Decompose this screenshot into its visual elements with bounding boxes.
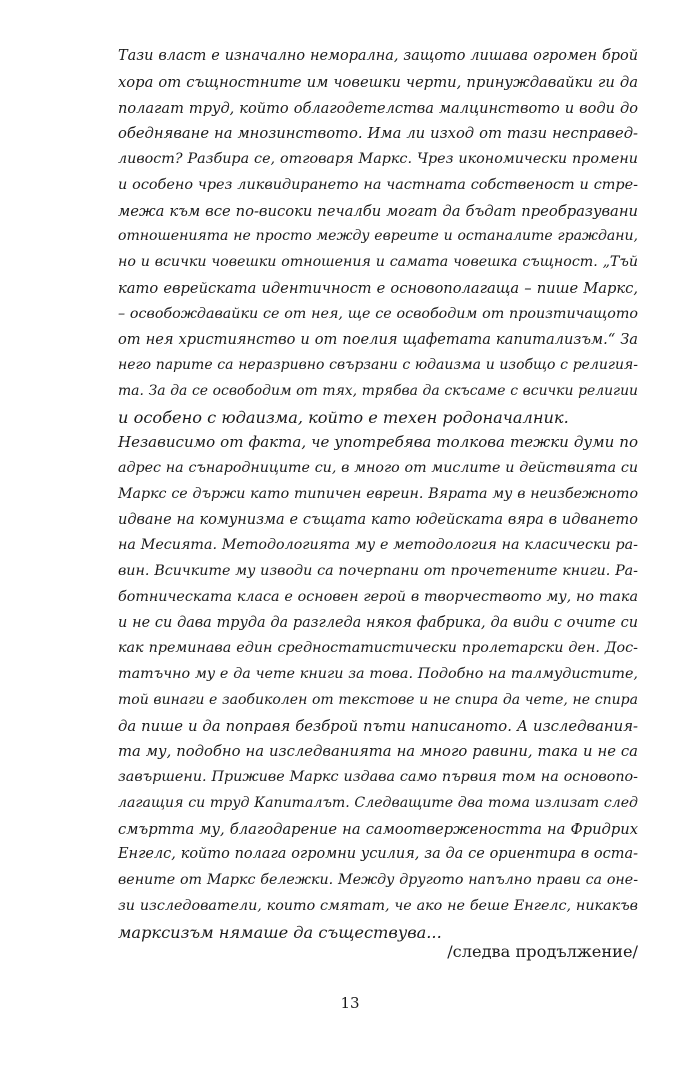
text-line: идване на комунизма е същата като юдейската вяра в идването xyxy=(118,511,638,528)
text-line: вин. Всичките му изводи са почерпани от прочетените книги. Ра- xyxy=(118,563,638,579)
text-line: адрес на сънародниците си, в много от мислите и действията си xyxy=(118,460,638,476)
continuation-note: /следва продължение/ xyxy=(447,942,638,961)
text-line: Тази власт е изначално неморална, защото лишава огромен брой xyxy=(118,48,638,64)
text-line: той винаги е заобиколен от текстове и не спира да чете, не спира xyxy=(118,691,638,708)
text-line: та му, подобно на изследванията на много равини, така и не са xyxy=(118,743,638,761)
text-line: отношенията не просто между евреите и останалите граждани, xyxy=(118,228,638,245)
text-line: ботническата класа е основен герой в творчеството му, но така xyxy=(118,588,638,605)
text-line: Енгелс, който полага огромни усилия, за да се ориентира в оста- xyxy=(118,846,638,863)
body-text xyxy=(118,44,638,945)
text-line: и особено с юдаизма, който е техен родоначалник. xyxy=(118,407,569,427)
text-line: межа към все по-високи печалби могат да бъдат преобразувани xyxy=(118,202,638,220)
text-line: как преминава един средностатистически пролетарски ден. Дос- xyxy=(118,640,638,657)
text-line: хора от същностните им човешки черти, принуждавайки ги да xyxy=(118,73,638,91)
text-line: Маркс се държи като типичен евреин. Вярата му в неизбежното xyxy=(118,485,638,502)
text-line: марксизъм нямаше да съществува... xyxy=(118,922,442,942)
text-line: и не си дава труда да разгледа някоя фабрика, да види с очите си xyxy=(118,614,638,631)
text-line: и особено чрез ликвидирането на частната собственост и стре- xyxy=(118,176,638,193)
text-line: смъртта му, благодарение на самоотвержеността на Фридрих xyxy=(118,820,638,838)
text-line: – освобождавайки се от нея, ще се освободим от произтичащото xyxy=(118,305,638,322)
text-line: зи изследователи, които смятат, че ако не беше Енгелс, никакъв xyxy=(118,897,638,914)
text-line: да пише и да поправя безброй пъти написаното. А изследвания- xyxy=(118,717,638,735)
text-line: татъчно му е да чете книги за това. Подобно на талмудистите, xyxy=(118,666,638,682)
text-line: полагат труд, който облагодетелства малцинството и води до xyxy=(118,99,638,117)
text-line: завършени. Приживе Маркс издава само първия том на основопо- xyxy=(118,769,638,785)
text-line: вените от Маркс бележки. Между другото напълно прави са оне- xyxy=(118,872,638,888)
text-line: ливост? Разбира се, отговаря Маркс. Чрез икономически промени xyxy=(118,151,638,167)
paragraph-1 xyxy=(118,44,638,430)
text-line: та. За да се освободим от тях, трябва да скъсаме с всички религии xyxy=(118,382,638,399)
text-line: на Месията. Методологията му е методология на класически ра- xyxy=(118,537,638,554)
text-line: Независимо от факта, че употребява толкова тежки думи по xyxy=(118,433,638,452)
text-line: но и всички човешки отношения и самата човешка същност. „Тъй xyxy=(118,254,638,270)
paragraph-2 xyxy=(118,430,638,945)
text-line: от нея християнство и от поелия щафетата капитализъм.“ За xyxy=(118,331,638,349)
text-line: него парите са неразривно свързани с юдаизма и изобщо с религия- xyxy=(118,357,638,373)
page-number: 13 xyxy=(340,994,360,1012)
text-line: обедняване на мнозинството. Има ли изход от тази несправед- xyxy=(118,125,638,143)
text-line: лагащия си труд Капиталът. Следващите два тома излизат след xyxy=(118,794,638,811)
text-line: като еврейската идентичност е основополагаща – пише Маркс, xyxy=(118,279,638,297)
